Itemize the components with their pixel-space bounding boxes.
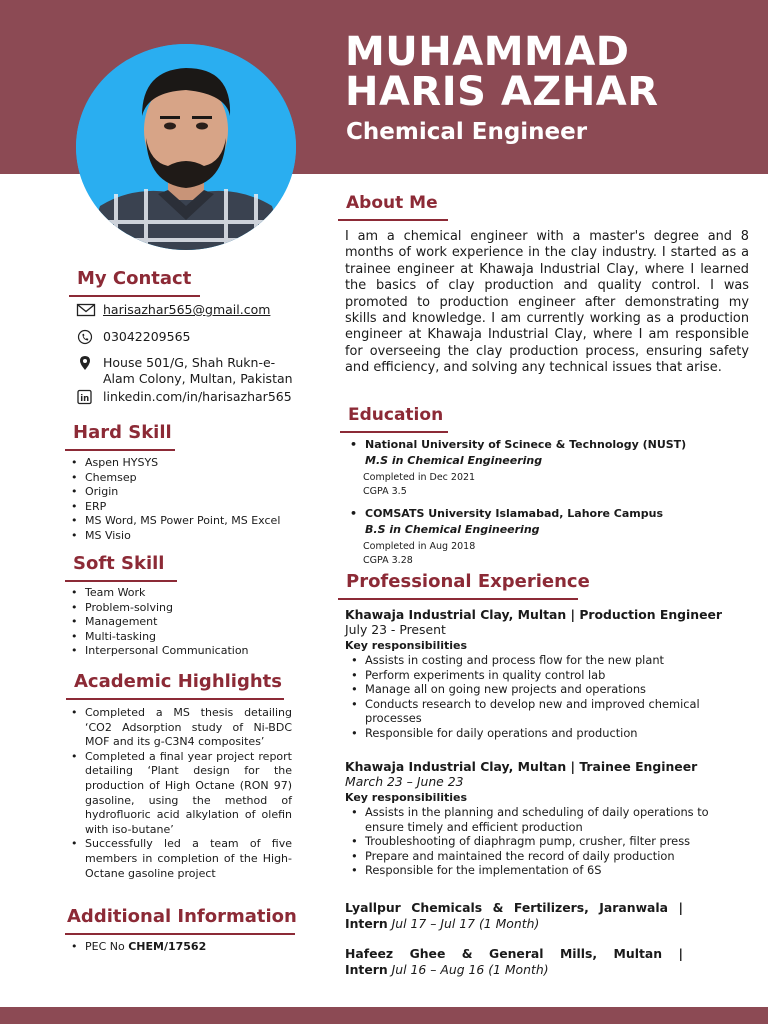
soft-skill-heading: Soft Skill: [73, 553, 164, 575]
list-item: • ERP: [70, 500, 300, 515]
list-item: • Conducts research to develop new and improved chemical processes: [350, 697, 730, 726]
internship-item: [345, 946, 683, 978]
completion-date: Completed in Dec 2021: [363, 472, 476, 483]
list-item: • MS Visio: [70, 529, 300, 544]
list-item: • Assists in the planning and scheduling of daily operations to ensure timely and efficient production: [350, 805, 730, 834]
responsibilities-label: Key responsibilities: [345, 791, 468, 804]
education-heading: Education: [348, 404, 443, 426]
internship-company: Lyallpur Chemicals & Fertilizers, Jaranwala |: [345, 900, 683, 915]
list-item: • Troubleshooting of diaphragm pump, crusher, filter press: [350, 834, 730, 849]
contact-address-row: [76, 355, 293, 387]
phone-icon: [76, 329, 96, 345]
list-item: • Perform experiments in quality control lab: [350, 668, 730, 683]
list-item: • Responsible for the implementation of 6S: [350, 863, 730, 878]
university-name: • National University of Scinece & Technology (NUST): [350, 437, 676, 453]
internship-role: Intern: [345, 962, 388, 977]
academic-list: [70, 706, 292, 881]
location-pin-icon: [76, 355, 96, 371]
name-last: HARIS AZHAR: [345, 69, 659, 115]
list-item: • Origin: [70, 485, 300, 500]
degree-name: M.S in Chemical Engineering: [365, 454, 543, 467]
degree-name: B.S in Chemical Engineering: [365, 523, 540, 536]
list-item: • Prepare and maintained the record of daily production: [350, 849, 730, 864]
list-item: • Management: [70, 615, 300, 630]
list-item: • Completed a final year project report detailing ‘Plant design for the production of High Octane (RON 97) gasoline, using the method of hydrofluoric acid alkylation of olefin with iso-butane’: [70, 750, 292, 838]
mail-icon: [76, 302, 96, 318]
address: [103, 355, 293, 387]
list-item: • Aspen HYSYS: [70, 456, 300, 471]
completion-date: Completed in Aug 2018: [363, 541, 476, 552]
internship-role: Intern: [345, 916, 388, 931]
job-responsibilities: [350, 653, 730, 741]
list-item: • Manage all on going new projects and operations: [350, 682, 730, 697]
university-name: • COMSATS University Islamabad, Lahore Campus: [350, 506, 676, 522]
soft-skill-list: [70, 586, 300, 659]
linkedin-icon: [76, 389, 96, 405]
address-line-2: Alam Colony, Multan, Pakistan: [103, 371, 293, 386]
about-heading: About Me: [346, 192, 438, 214]
job-responsibilities: [350, 805, 730, 878]
job-dates: March 23 – June 23: [345, 774, 464, 789]
responsibilities-label: Key responsibilities: [345, 639, 468, 652]
svg-text:in: in: [80, 394, 90, 404]
education-item-comsats: [350, 506, 676, 567]
profile-photo: [76, 44, 296, 250]
internship-company: Hafeez Ghee & General Mills, Multan |: [345, 946, 683, 961]
cgpa: CGPA 3.28: [363, 554, 413, 566]
about-text: I am a chemical engineer with a master's degree and 8 months of work experience in the clay industry. I started as a trainee engineer at Khawaja Industrial Clay, where I learned the basics of clay production and quality control. I was promoted to production engineer after demonstrating my skills and knowledge. I am currently working as a production engineer at Khawaja Industrial Clay, where I am responsible for overseeing the clay production process, ensuring safety and efficiency, and solving any technical issues that arise.: [345, 229, 749, 376]
cgpa: CGPA 3.5: [363, 485, 407, 497]
internship-dates: Jul 17 – Jul 17 (1 Month): [387, 916, 540, 931]
address-line-1: House 501/G, Shah Rukn-e-: [103, 355, 276, 370]
list-item: • Multi-tasking: [70, 630, 300, 645]
job-role: Chemical Engineer: [346, 119, 588, 145]
footer-band: [0, 1007, 768, 1024]
list-item: • Team Work: [70, 586, 300, 601]
list-item: • MS Word, MS Power Point, MS Excel: [70, 514, 300, 529]
internship-dates: Jul 16 – Aug 16 (1 Month): [387, 962, 549, 977]
list-item: • Assists in costing and process flow for the new plant: [350, 653, 730, 668]
linkedin-link[interactable]: linkedin.com/in/harisazhar565: [103, 389, 292, 404]
list-item: • Successfully led a team of five members in completion of the High- Octane gasoline project: [70, 837, 292, 881]
experience-heading: Professional Experience: [346, 571, 590, 593]
phone-number: 03042209565: [103, 329, 191, 344]
list-item: • Problem-solving: [70, 601, 300, 616]
email-link[interactable]: harisazhar565@gmail.com: [103, 302, 271, 317]
list-item: • Interpersonal Communication: [70, 644, 300, 659]
list-item: • Chemsep: [70, 471, 300, 486]
contact-linkedin-row: [76, 389, 292, 405]
education-item-nust: [350, 437, 687, 498]
contact-phone-row: [76, 329, 190, 345]
list-item: • Completed a MS thesis detailing ‘CO2 Adsorption study of Ni-BDC MOF and its g-C3N4 composites’: [70, 706, 292, 750]
contact-email-row: [76, 302, 270, 318]
job-title: Khawaja Industrial Clay, Multan | Trainee Engineer: [345, 759, 698, 774]
hard-skill-heading: Hard Skill: [73, 422, 172, 444]
job-title: Khawaja Industrial Clay, Multan | Production Engineer: [345, 607, 723, 622]
pec-number: • PEC No CHEM/17562: [70, 940, 300, 955]
contact-heading: My Contact: [77, 268, 191, 290]
hard-skill-list: [70, 456, 300, 544]
additional-heading: Additional Information: [67, 906, 297, 928]
additional-list: [70, 940, 300, 955]
academic-heading: Academic Highlights: [74, 671, 282, 693]
job-dates: July 23 - Present: [345, 622, 446, 637]
internship-item: [345, 900, 683, 932]
name-first: MUHAMMAD: [345, 29, 630, 75]
list-item: • Responsible for daily operations and production: [350, 726, 730, 741]
